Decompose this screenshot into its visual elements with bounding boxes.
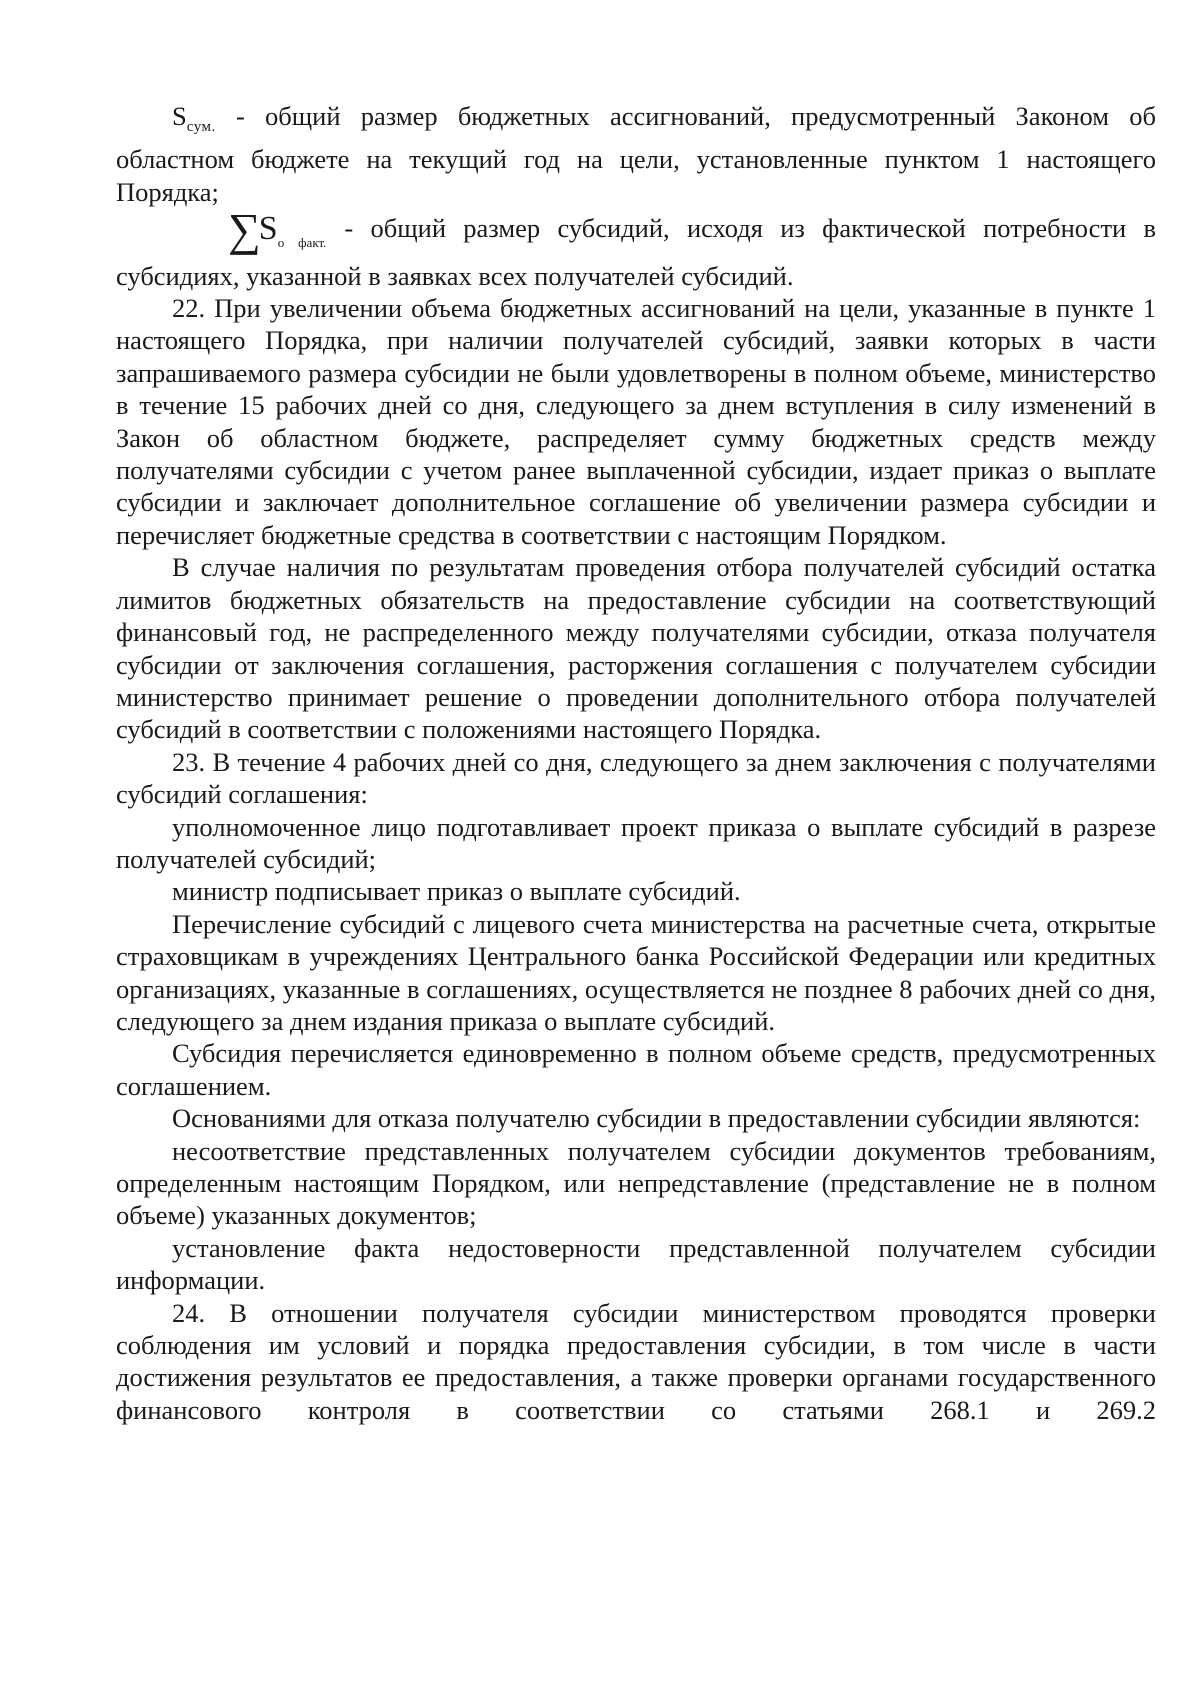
paragraph-22-additional: В случае наличия по результатам проведения отбора получателей субсидий остатка лимитов бюджетных обязательств на предоставление субсидии на соответствующий финансовый год, не распределенного между получателями субсидии, отказа получателя субсидии от заключения соглашения, расторжения соглашения с получателем субсидии министерство принимает решение о проведении дополнительного отбора получателей субсидий в соответствии с положениями настоящего Порядка. [116,552,1156,745]
paragraph-23: 23. В течение 4 рабочих дней со дня, следующего за днем заключения с получателями субсидий соглашения: [116,746,1156,810]
formula-symbol: S [258,210,278,248]
formula-symbol: S [172,101,187,131]
paragraph-23-refusal-b: установление факта недостоверности представленной получателем субсидии информации. [116,1232,1156,1296]
formula-subscript: сум. [186,119,216,135]
paragraph-23-refusal-a: несоответствие представленных получателем субсидии документов требованиям, определенным настоящим Порядком, или непредставление (представление не в полном объеме) указанных документов; [116,1135,1156,1231]
paragraph-text: - общий размер бюджетных ассигнований, предусмотренный Законом об областном бюджете на текущий год на цели, установленные пунктом 1 настоящего Порядка; [116,101,1156,207]
paragraph-text: - общий размер субсидий, исходя из фактической потребности в субсидиях, указанной в заявках всех получателей субсидий. [116,213,1156,291]
formula-subscript: о факт. [277,235,327,251]
paragraph-23-item-a: уполномоченное лицо подготавливает проект приказа о выплате субсидий в разрезе получателей субсидий; [116,811,1156,874]
document-page [116,100,1156,1426]
paragraph-23-refusal-grounds: Основаниями для отказа получателю субсидии в предоставлении субсидии являются: [172,1103,1141,1134]
paragraph-22: 22. При увеличении объема бюджетных ассигнований на цели, указанные в пункте 1 настоящего Порядка, при наличии получателей субсидий, заявки которых в части запрашиваемого размера субсидии не были удовлетворены в полном объеме, министерство в течение 15 рабочих дней со дня, следующего за днем вступления в силу изменений в Закон об областном бюджете, распределяет сумму бюджетных средств между получателями субсидии с учетом ранее выплаченной субсидии, издает приказ о выплате субсидии и заключает дополнительное соглашение об увеличении размера субсидии и перечисляет бюджетные средства в соответствии с настоящим Порядком. [116,293,1156,550]
paragraph-24: 24. В отношении получателя субсидии министерством проводятся проверки соблюдения им условий и порядка предоставления субсидии, в том числе в части достижения результатов ее предоставления, а также проверки органами государственного финансового контроля в соответствии со статьями 268.1 и 269.2 [116,1297,1156,1425]
paragraph-23-item-b: министр подписывает приказ о выплате субсидий. [172,876,741,907]
sigma-symbol: ∑ [228,204,259,256]
paragraph-sum-fact [116,204,1156,292]
paragraph-23-lump-sum: Субсидия перечисляется единовременно в полном объеме средств, предусмотренных соглашением. [116,1038,1156,1101]
paragraph-s-sum [116,100,1156,208]
paragraph-23-transfer: Перечисление субсидий с лицевого счета министерства на расчетные счета, открытые страховщикам в учреждениях Центрального банка Российской Федерации или кредитных организациях, указанные в соглашениях, осуществляется не позднее 8 рабочих дней со дня, следующего за днем издания приказа о выплате субсидий. [116,908,1156,1036]
